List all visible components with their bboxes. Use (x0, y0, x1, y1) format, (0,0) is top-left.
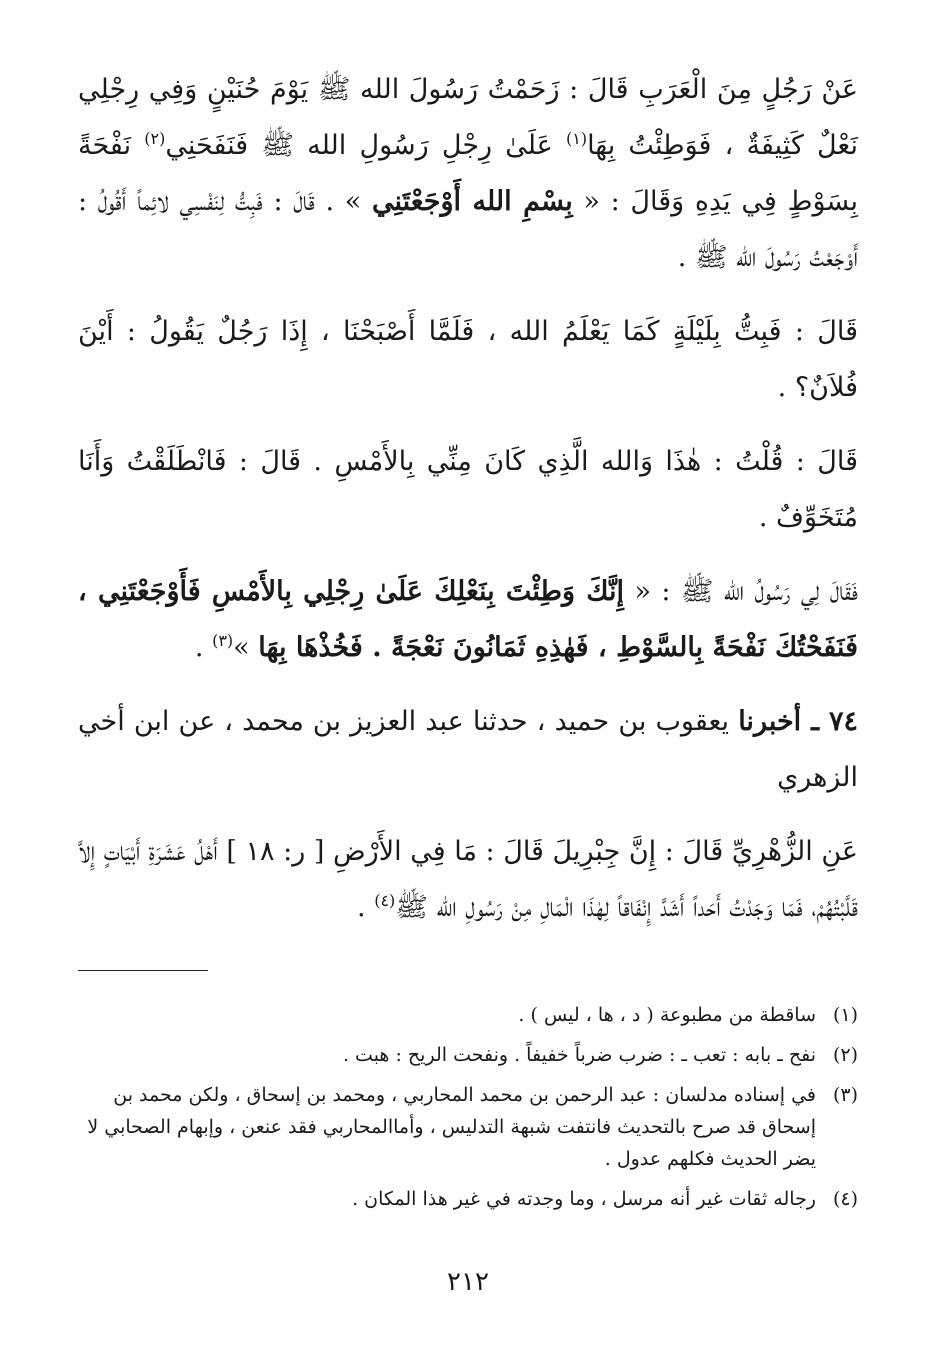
paragraph-isnad (78, 694, 858, 806)
paragraph-hadith-text (78, 824, 858, 936)
footnote-item (78, 999, 858, 1031)
text-run: قَالَ : فَبِتُّ بِلَيْلَةٍ كَمَا يَعْلَمُ الله ، فَلَمَّا أَصْبَحْنَا ، إِذَا رَجُلٌ يَقُولُ : أَيْنَ فُلاَنٌ؟ . (78, 316, 858, 403)
footnote-item (78, 1079, 858, 1175)
footnote-text: رجاله ثقات غير أنه مرسل ، وما وجدته في غير هذا المكان . (352, 1188, 816, 1210)
footnotes (78, 999, 858, 1215)
footnote-text: ساقطة من مطبوعة ( د ، ها ، ليس ) . (518, 1004, 816, 1026)
text-run: قَالَ : قُلْتُ : هٰذَا وَالله الَّذِي كَانَ مِنِّي بِالأَمْسِ . قَالَ : فَانْطَلَقْتُ وَأَنَا مُتَخَوِّفٌ . (78, 446, 858, 533)
footnote-ref: (٣) (212, 631, 234, 650)
text-run: نَفْحَةً بِسَوْطٍ فِي يَدِهِ وَقَالَ : « (78, 130, 858, 217)
page-number: ٢١٢ (447, 1267, 489, 1297)
paragraph-hadith-text (78, 62, 858, 286)
footnote-ref: (٢) (144, 129, 166, 148)
paragraph-prophet-speech (78, 564, 858, 676)
footnote-text: في إسناده مدلسان : عبد الرحمن بن محمد المحاربي ، ومحمد بن إسحاق ، ولكن محمد بن إسحاق قد صرح بالتحديث فانتفت شبهة التدليس ، وأماالمحاربي فقد عنعن ، وإبهام الصحابي لا يضر الحديث فكلهم عدول . (87, 1084, 816, 1170)
text-run: عَنِ الزُّهْرِيِّ قَالَ : إِنَّ جِبْرِيلَ قَالَ : مَا فِي الأَرْضِ [ ر: ١٨ ] أَهْلُ عَشَرَةِ أَبْيَاتٍ إِلاَّ قَلَّبْتُهُمْ، فَمَا وَجَدْتُ أَحَداً أَشَدَّ إِنْفَاقاً لِهٰذَا الْمَالِ مِنْ رَسُولِ الله ﷺ (78, 836, 858, 923)
footnote-number: (٤) (832, 1188, 858, 1210)
footnote-divider (78, 970, 208, 971)
text-run: . (357, 892, 375, 923)
text-run: عَنْ رَجُلٍ مِنَ الْعَرَبِ قَالَ : زَحَمْتُ رَسُولَ الله ﷺ يَوْمَ حُنَيْنٍ وَفِي رِجْلِي نَعْلٌ كَثِيفَةٌ ، فَوَطِئْتُ بِهَا (78, 74, 858, 161)
text-run: يعقوب بن حميد ، حدثنا عبد العزيز بن محمد ، عن ابن أخي الزهري (78, 706, 858, 793)
text-run: » (233, 632, 259, 663)
footnote-item (78, 1183, 858, 1215)
prophet-quote: إِنَّكَ وَطِئْتَ بِنَعْلِكَ عَلَىٰ رِجْلِي بِالأَمْسِ فَأَوْجَعْتَنِي ، فَنَفَحْتُكَ نَفْحَةً بِالسَّوْطِ ، فَهٰذِهِ ثَمَانُونَ نَعْجَةً . فَخُذْهَا بِهَا (78, 576, 858, 663)
hadith-number: ٧٤ ـ أخبرنا (738, 706, 858, 737)
footnote-number: (٢) (832, 1044, 858, 1066)
paragraph-narration (78, 304, 858, 416)
text-run: . (194, 632, 213, 663)
prophet-quote: بِسْمِ الله أَوْجَعْتَنِي (371, 186, 573, 217)
footnote-ref: (١) (565, 129, 588, 148)
footnote-ref: (٤) (374, 891, 396, 910)
text-run: عَلَىٰ رِجْلِ رَسُولِ الله ﷺ فَنَفَحَنِي (165, 130, 566, 161)
text-run: » . قَالَ : فَبِتُّ لِنَفْسِي لائِماً أَقُولُ : أَوْجَعْتُ رَسُولَ الله ﷺ . (78, 186, 858, 273)
footnote-number: (١) (832, 1004, 858, 1026)
book-page (78, 62, 858, 1362)
paragraph-narration (78, 434, 858, 546)
footnote-item (78, 1039, 858, 1071)
text-run: فَقَالَ لِي رَسُولُ الله ﷺ : « (624, 576, 858, 607)
footnote-text: نفح ـ بابه : تعب ـ : ضرب ضرباً خفيفاً . ونفحت الريح : هبت . (342, 1044, 816, 1066)
footnote-number: (٣) (832, 1084, 858, 1106)
